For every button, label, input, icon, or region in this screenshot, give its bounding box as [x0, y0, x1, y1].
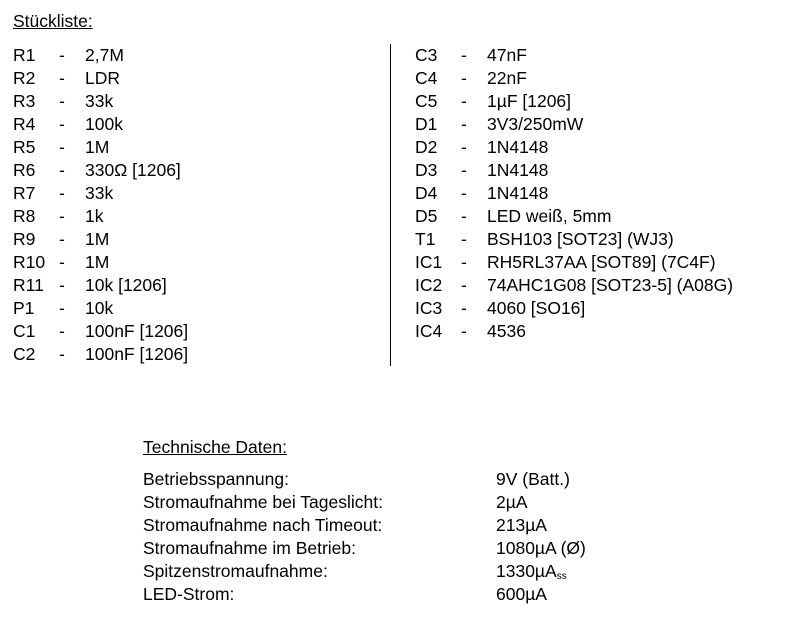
part-reference: R8: [13, 206, 36, 226]
part-value: 1N4148: [487, 137, 549, 157]
parts-list-row: [415, 182, 785, 205]
spec-value: [496, 514, 547, 537]
parts-column-left: [13, 44, 383, 366]
technical-data-table: [143, 468, 743, 606]
parts-list-row: [13, 274, 383, 297]
spec-value-text: 2µA: [496, 492, 528, 512]
column-divider: [390, 44, 391, 366]
part-reference: D1: [415, 114, 438, 134]
part-reference: IC1: [415, 252, 443, 272]
part-value: BSH103 [SOT23] (WJ3): [487, 229, 674, 249]
parts-list-row: [415, 205, 785, 228]
part-value: 22nF: [487, 68, 527, 88]
part-value: 100nF [1206]: [85, 321, 189, 341]
parts-list-row: [13, 136, 383, 159]
parts-list-row: [415, 113, 785, 136]
separator-dash: -: [461, 160, 467, 180]
parts-list-row: [415, 320, 785, 343]
part-value: 47nF: [487, 45, 527, 65]
technical-data-row: [143, 537, 743, 560]
separator-dash: -: [461, 114, 467, 134]
spec-label: Spitzenstromaufnahme:: [143, 561, 328, 581]
separator-dash: -: [461, 298, 467, 318]
part-value: 10k: [85, 298, 114, 318]
part-reference: R11: [13, 275, 44, 295]
parts-list-row: [415, 251, 785, 274]
technical-data-row: [143, 491, 743, 514]
part-reference: IC3: [415, 298, 443, 318]
separator-dash: -: [59, 298, 65, 318]
spec-value-subscript: ss: [556, 571, 567, 582]
spec-label: Stromaufnahme im Betrieb:: [143, 538, 357, 558]
part-value: 1N4148: [487, 160, 549, 180]
parts-column-right: [415, 44, 785, 343]
technical-data-row: [143, 468, 743, 491]
spec-label: Stromaufnahme nach Timeout:: [143, 515, 383, 535]
part-value: 74AHC1G08 [SOT23-5] (A08G): [487, 275, 734, 295]
part-reference: R5: [13, 137, 36, 157]
parts-list-row: [415, 67, 785, 90]
part-value: 330Ω [1206]: [85, 160, 181, 180]
part-reference: IC4: [415, 321, 443, 341]
part-value: 1M: [85, 137, 110, 157]
spec-label: LED-Strom:: [143, 584, 235, 604]
separator-dash: -: [461, 229, 467, 249]
spec-value-text: 600µA: [496, 584, 547, 604]
parts-list-row: [13, 251, 383, 274]
technical-data-row: [143, 583, 743, 606]
spec-value-text: 9V (Batt.): [496, 469, 570, 489]
parts-list-row: [13, 113, 383, 136]
separator-dash: -: [461, 91, 467, 111]
separator-dash: -: [461, 275, 467, 295]
part-reference: P1: [13, 298, 35, 318]
part-value: RH5RL37AA [SOT89] (7C4F): [487, 252, 716, 272]
parts-list-row: [13, 297, 383, 320]
separator-dash: -: [59, 137, 65, 157]
separator-dash: -: [59, 321, 65, 341]
parts-list-row: [415, 274, 785, 297]
parts-list-row: [13, 90, 383, 113]
separator-dash: -: [461, 183, 467, 203]
separator-dash: -: [461, 137, 467, 157]
part-reference: D2: [415, 137, 438, 157]
separator-dash: -: [59, 160, 65, 180]
part-reference: C5: [415, 91, 438, 111]
part-reference: R2: [13, 68, 36, 88]
separator-dash: -: [59, 206, 65, 226]
part-value: 1N4148: [487, 183, 549, 203]
part-value: 33k: [85, 183, 114, 203]
spec-value: [496, 468, 570, 491]
technical-data-title: Technische Daten:: [143, 437, 287, 457]
part-reference: R10: [13, 252, 46, 272]
parts-list-row: [13, 228, 383, 251]
part-value: 10k [1206]: [85, 275, 167, 295]
technical-data-row: [143, 514, 743, 537]
parts-list-row: [415, 44, 785, 67]
part-reference: R7: [13, 183, 36, 203]
spec-value-text: 213µA: [496, 515, 547, 535]
separator-dash: -: [59, 68, 65, 88]
separator-dash: -: [461, 206, 467, 226]
part-reference: R3: [13, 91, 36, 111]
parts-list-title: Stückliste:: [13, 11, 93, 31]
part-value: 4536: [487, 321, 526, 341]
separator-dash: -: [59, 344, 65, 364]
spec-label: Stromaufnahme bei Tageslicht:: [143, 492, 383, 512]
part-reference: R4: [13, 114, 36, 134]
spec-value: [496, 537, 586, 560]
spec-value: [496, 491, 528, 514]
separator-dash: -: [461, 252, 467, 272]
part-value: 1M: [85, 229, 110, 249]
parts-list-row: [415, 228, 785, 251]
part-value: 1µF [1206]: [487, 91, 572, 111]
parts-list-row: [13, 44, 383, 67]
part-reference: R9: [13, 229, 36, 249]
parts-list-row: [415, 297, 785, 320]
part-value: 100nF [1206]: [85, 344, 189, 364]
part-value: LED weiß, 5mm: [487, 206, 612, 226]
part-reference: D5: [415, 206, 438, 226]
part-value: LDR: [85, 68, 121, 88]
part-reference: C3: [415, 45, 438, 65]
part-reference: T1: [415, 229, 436, 249]
part-reference: D3: [415, 160, 438, 180]
separator-dash: -: [461, 68, 467, 88]
part-reference: C1: [13, 321, 36, 341]
separator-dash: -: [59, 91, 65, 111]
part-value: 3V3/250mW: [487, 114, 584, 134]
part-reference: R1: [13, 45, 36, 65]
separator-dash: -: [59, 45, 65, 65]
part-value: 33k: [85, 91, 114, 111]
spec-label: Betriebsspannung:: [143, 469, 289, 489]
part-reference: D4: [415, 183, 438, 203]
spec-value-text: 1080µA (Ø): [496, 538, 586, 558]
parts-list-row: [415, 159, 785, 182]
parts-list-row: [13, 159, 383, 182]
parts-list-row: [415, 136, 785, 159]
parts-list-row: [13, 67, 383, 90]
part-reference: C2: [13, 344, 36, 364]
part-reference: R6: [13, 160, 36, 180]
parts-list-row: [13, 320, 383, 343]
separator-dash: -: [59, 183, 65, 203]
parts-list-row: [415, 90, 785, 113]
part-value: 2,7M: [85, 45, 124, 65]
separator-dash: -: [59, 114, 65, 134]
separator-dash: -: [59, 229, 65, 249]
parts-list-row: [13, 205, 383, 228]
separator-dash: -: [59, 252, 65, 272]
separator-dash: -: [461, 45, 467, 65]
technical-data-row: [143, 560, 743, 583]
part-reference: C4: [415, 68, 438, 88]
separator-dash: -: [461, 321, 467, 341]
part-value: 1M: [85, 252, 110, 272]
part-value: 4060 [SO16]: [487, 298, 586, 318]
part-value: 100k: [85, 114, 123, 134]
spec-value: [496, 583, 547, 606]
part-reference: IC2: [415, 275, 443, 295]
spec-value-text: 1330µA: [496, 561, 557, 581]
part-value: 1k: [85, 206, 104, 226]
parts-list-row: [13, 182, 383, 205]
parts-list-row: [13, 343, 383, 366]
separator-dash: -: [59, 275, 65, 295]
